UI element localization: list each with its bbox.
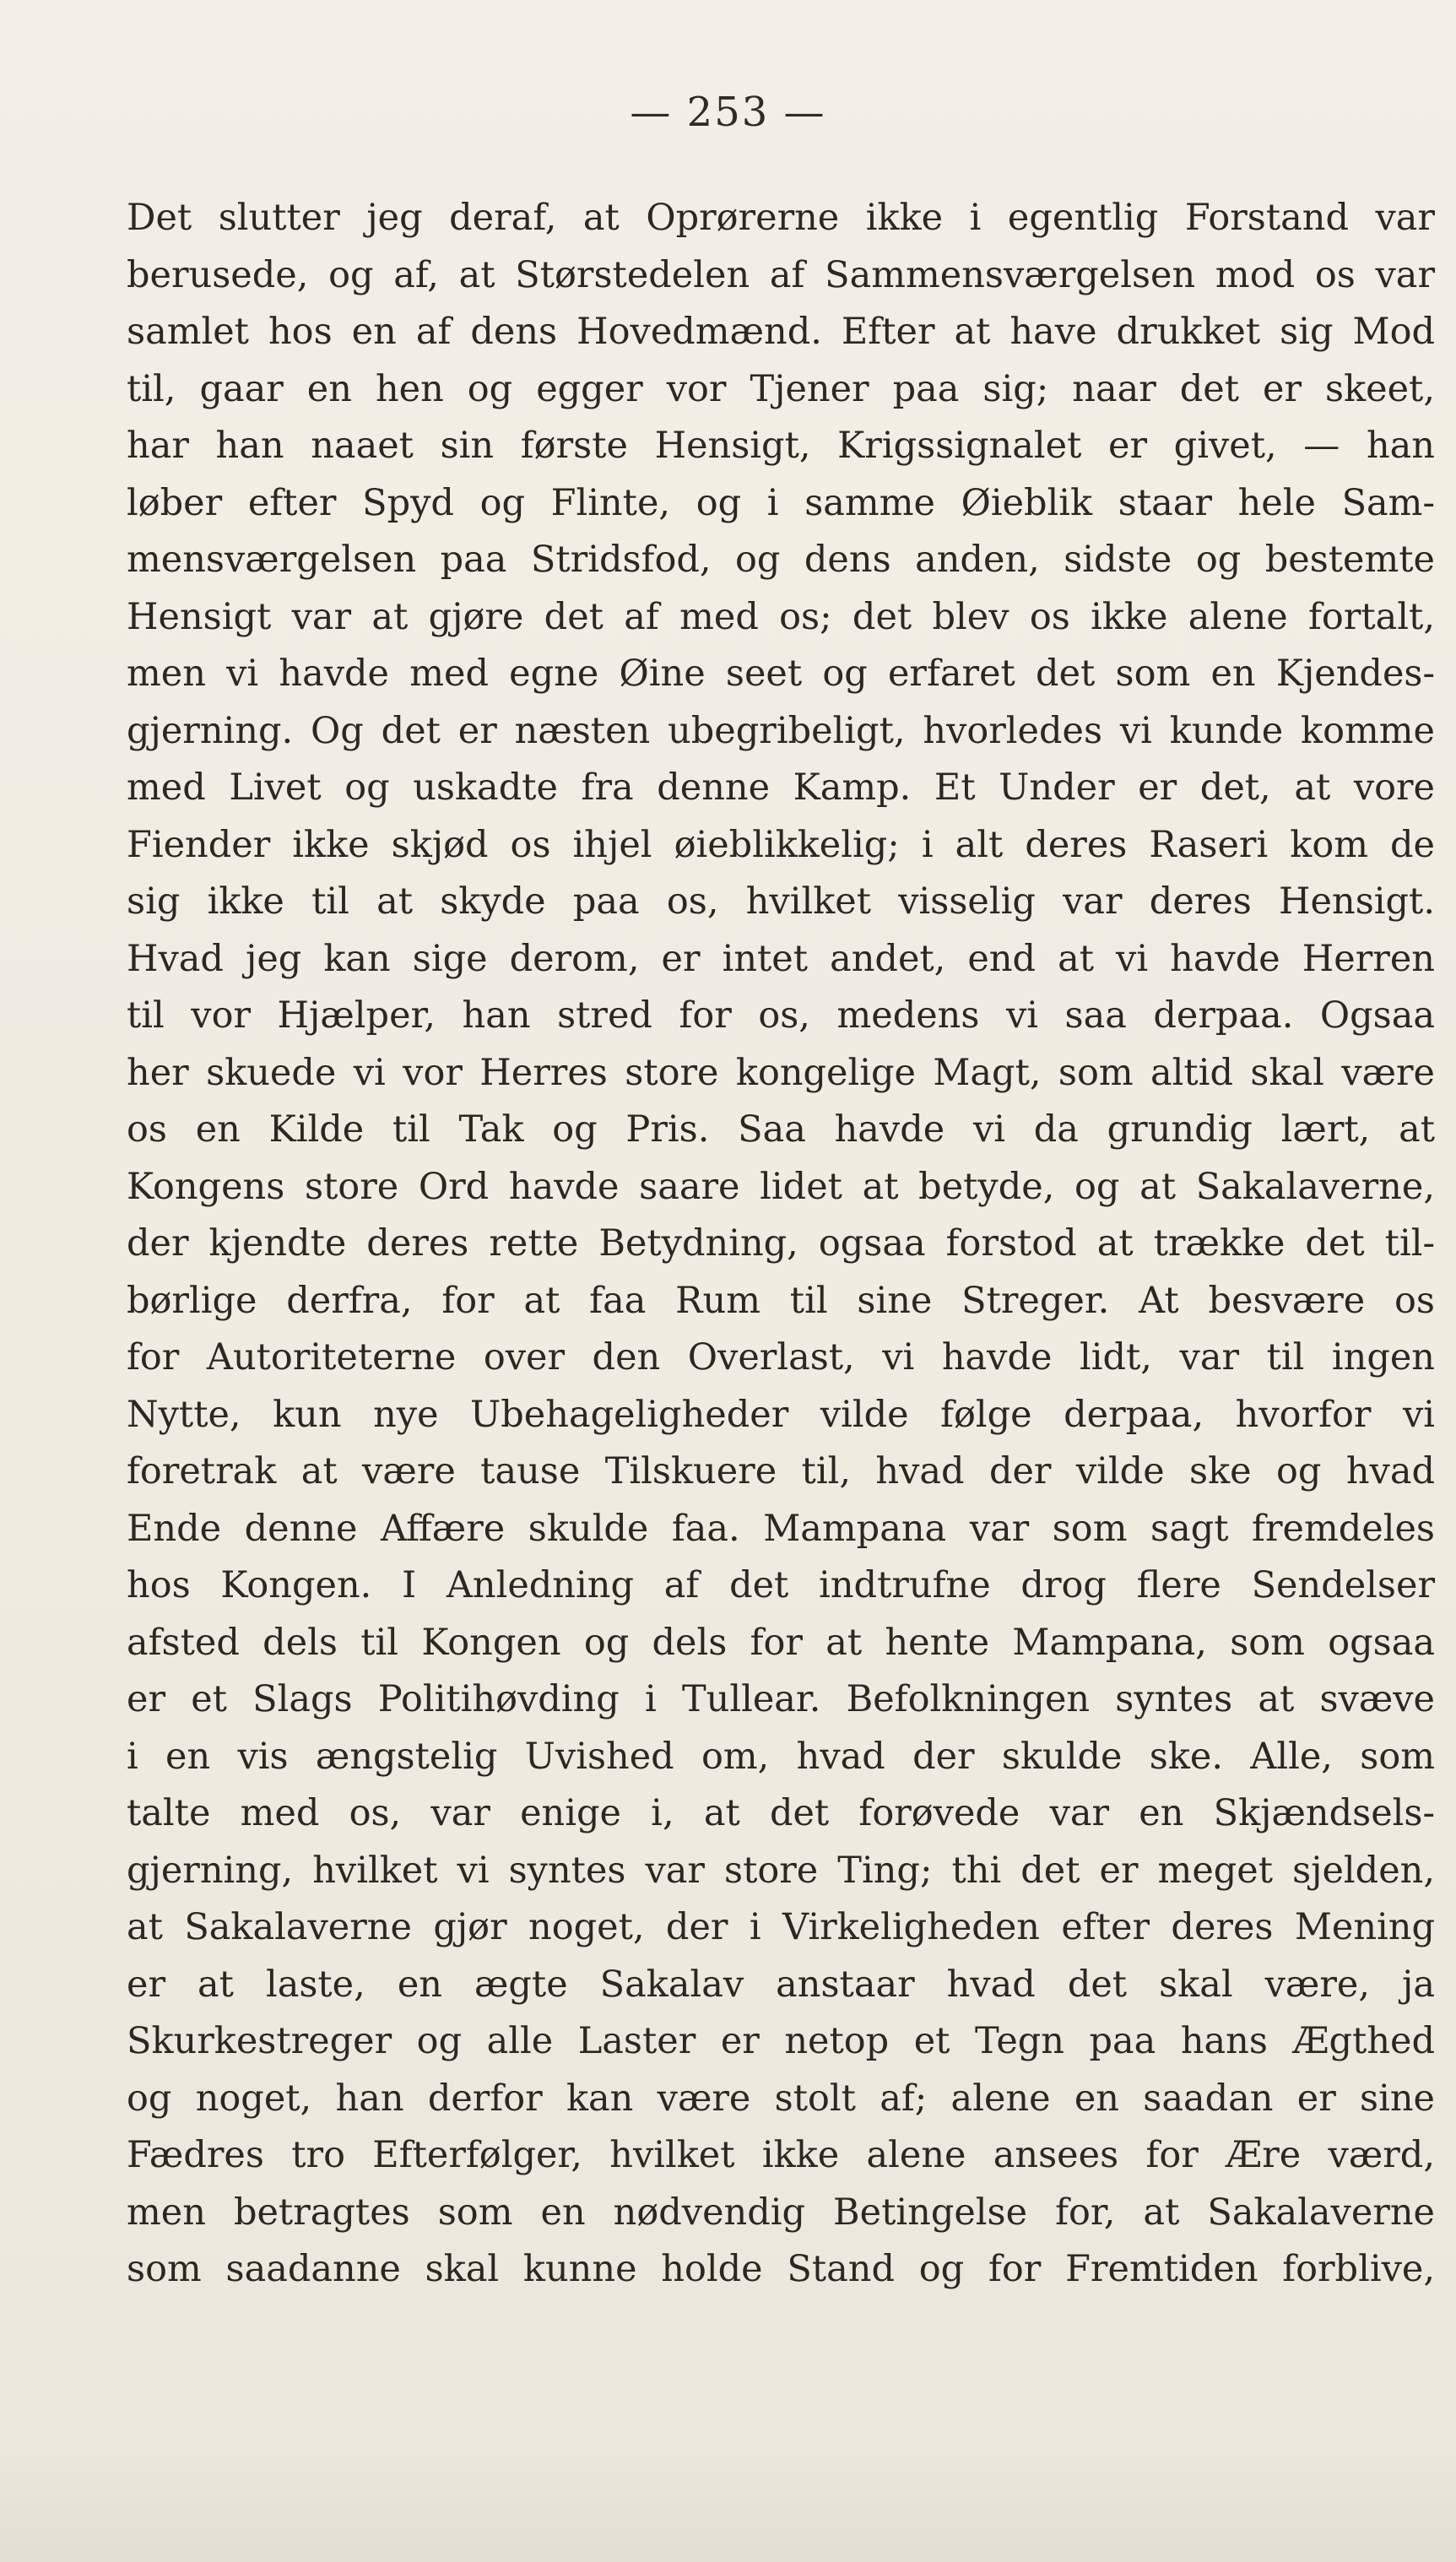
text-line: som saadanne skal kunne holde Stand og for Fremtiden forblive, — [127, 2248, 1435, 2290]
text-line: Skurkestreger og alle Laster er netop et Tegn paa hans Ægthed — [127, 2020, 1435, 2062]
text-line: har han naaet sin første Hensigt, Krigssignalet er givet, — han — [127, 425, 1435, 467]
text-line: Det slutter jeg deraf, at Oprørerne ikke i egentlig Forstand var — [127, 197, 1435, 239]
text-line: er et Slags Politihøvding i Tullear. Befolkningen syntes at svæve — [127, 1678, 1435, 1720]
text-line: Hensigt var at gjøre det af med os; det blev os ikke alene fortalt, — [127, 595, 1435, 638]
text-line: der kjendte deres rette Betydning, ogsaa forstod at trække det til- — [127, 1222, 1435, 1265]
text-line: og noget, han derfor kan være stolt af; alene en saadan er sine — [127, 2077, 1435, 2120]
text-line: i en vis ængstelig Uvished om, hvad der skulde ske. Alle, som — [127, 1735, 1435, 1778]
text-line: løber efter Spyd og Flinte, og i samme Øieblik staar hele Sam- — [127, 481, 1435, 524]
page-bottom-margin — [0, 2452, 1456, 2562]
page-number: — 253 — — [630, 89, 826, 136]
text-line: afsted dels til Kongen og dels for at hente Mampana, som ogsaa — [127, 1621, 1435, 1664]
text-line: men vi havde med egne Øine seet og erfaret det som en Kjendes- — [127, 653, 1435, 695]
text-line: for Autoriteterne over den Overlast, vi havde lidt, var til ingen — [127, 1336, 1435, 1378]
body-text — [127, 190, 1435, 2299]
text-line: talte med os, var enige i, at det forøvede var en Skjændsels- — [127, 1792, 1435, 1834]
text-line: gjerning. Og det er næsten ubegribeligt, hvorledes vi kunde komme — [127, 709, 1435, 752]
text-line: er at laste, en ægte Sakalav anstaar hvad det skal være, ja — [127, 1963, 1435, 2006]
text-line: Hvad jeg kan sige derom, er intet andet, end at vi havde Herren — [127, 937, 1435, 980]
text-line: men betragtes som en nødvendig Betingelse for, at Sakalaverne — [127, 2191, 1435, 2234]
text-line: gjerning, hvilket vi syntes var store Ting; thi det er meget sjelden, — [127, 1849, 1435, 1892]
text-line: hos Kongen. I Anledning af det indtrufne drog flere Sendelser — [127, 1564, 1435, 1606]
text-line: til, gaar en hen og egger vor Tjener paa sig; naar det er skeet, — [127, 367, 1435, 410]
text-line: foretrak at være tause Tilskuere til, hvad der vilde ske og hvad — [127, 1450, 1435, 1492]
text-line: os en Kilde til Tak og Pris. Saa havde vi da grundig lært, at — [127, 1108, 1435, 1151]
text-line: mensværgelsen paa Stridsfod, og dens anden, sidste og bestemte — [127, 539, 1435, 581]
text-line: Fædres tro Efterfølger, hvilket ikke alene ansees for Ære værd, — [127, 2134, 1435, 2176]
text-line: med Livet og uskadte fra denne Kamp. Et Under er det, at vore — [127, 766, 1435, 809]
text-line: til vor Hjælper, han stred for os, medens vi saa derpaa. Ogsaa — [127, 994, 1435, 1037]
text-line: Kongens store Ord havde saare lidet at betyde, og at Sakalaverne, — [127, 1165, 1435, 1208]
text-line: Nytte, kun nye Ubehageligheder vilde følge derpaa, hvorfor vi — [127, 1393, 1435, 1436]
text-line: Fiender ikke skjød os ihjel øieblikkelig; i alt deres Raseri kom de — [127, 823, 1435, 866]
text-line: at Sakalaverne gjør noget, der i Virkeligheden efter deres Mening — [127, 1906, 1435, 1948]
text-line: sig ikke til at skyde paa os, hvilket visselig var deres Hensigt. — [127, 880, 1435, 923]
text-line: børlige derfra, for at faa Rum til sine Streger. At besvære os — [127, 1279, 1435, 1322]
text-line: samlet hos en af dens Hovedmænd. Efter at have drukket sig Mod — [127, 311, 1435, 353]
text-line: berusede, og af, at Størstedelen af Sammensværgelsen mod os var — [127, 253, 1435, 296]
text-line: her skuede vi vor Herres store kongelige Magt, som altid skal være — [127, 1051, 1435, 1094]
text-line: Ende denne Affære skulde faa. Mampana var som sagt fremdeles — [127, 1507, 1435, 1550]
